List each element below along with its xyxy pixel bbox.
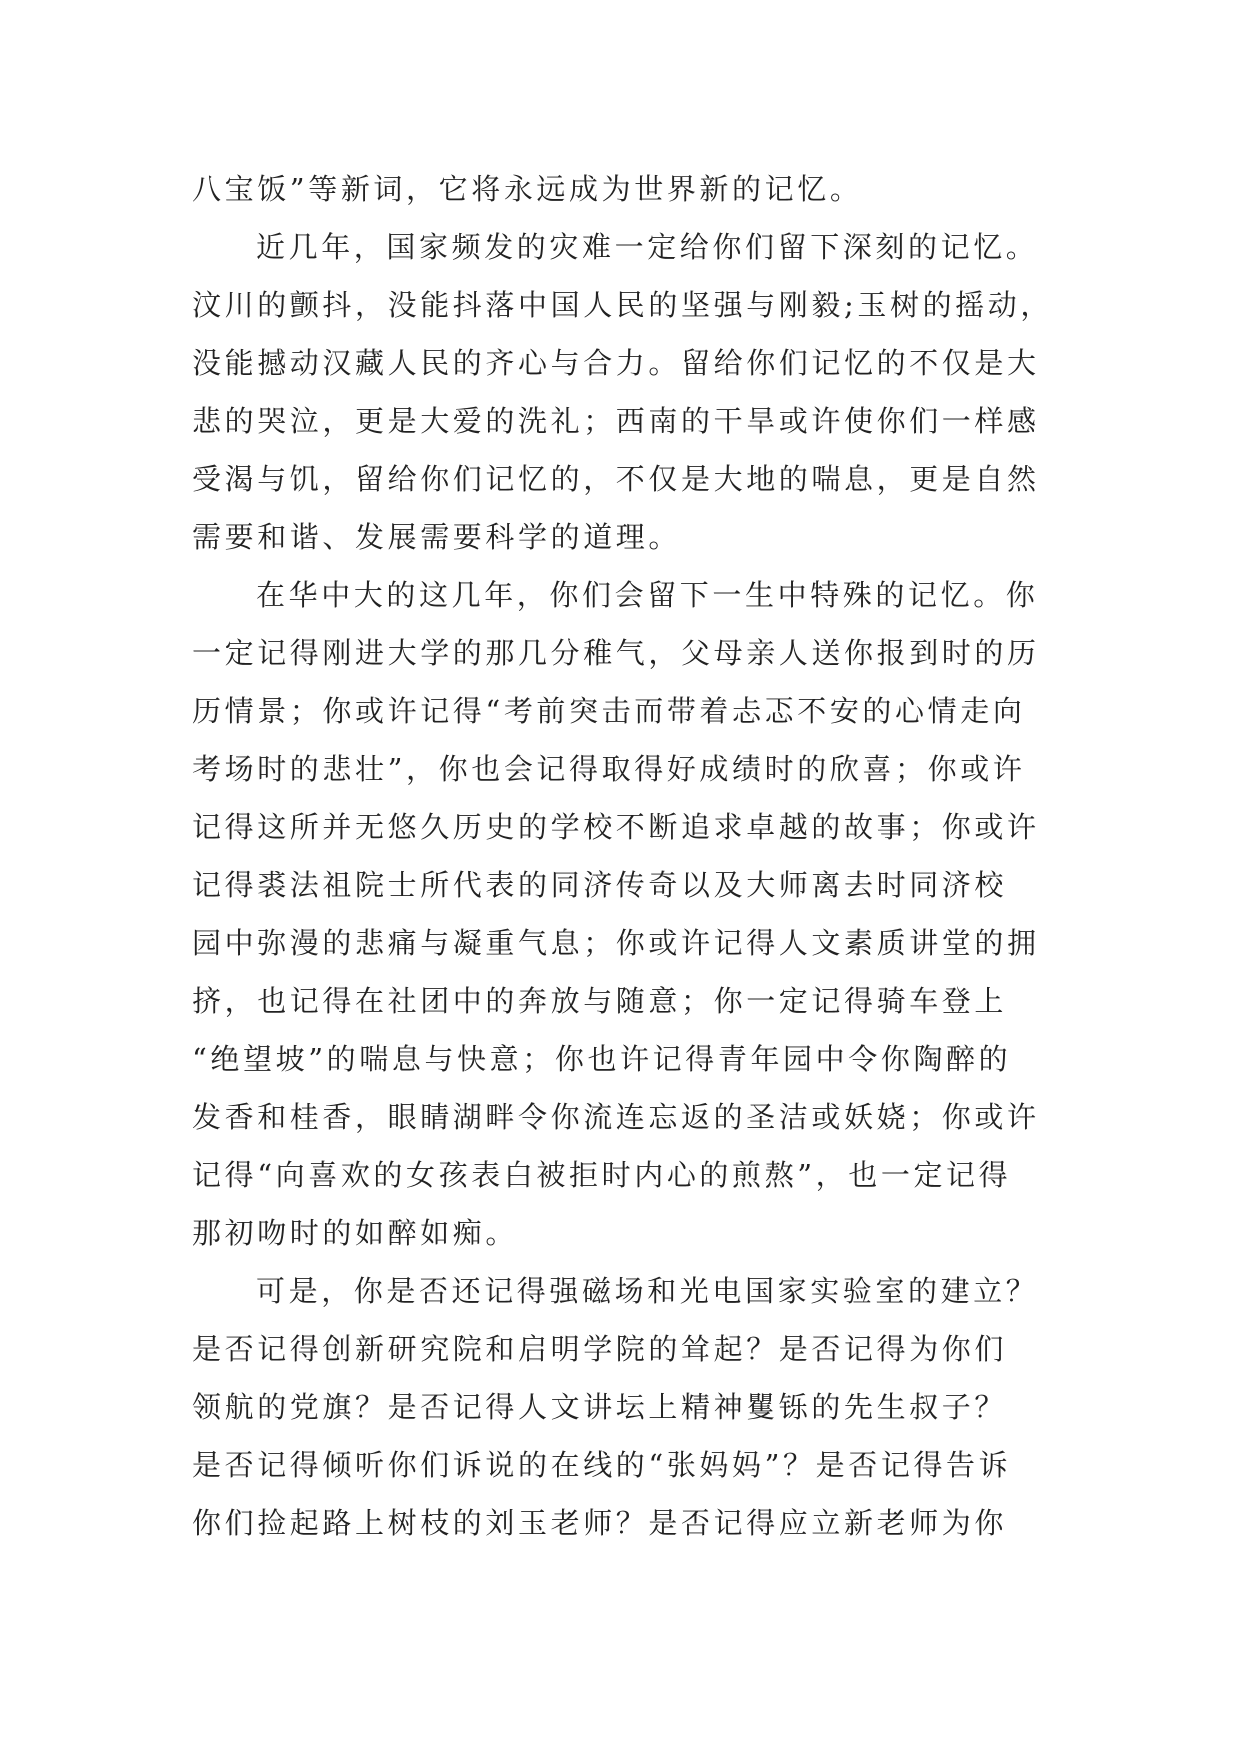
text-line: 领航的党旗？是否记得人文讲坛上精神矍铄的先生叔子？ — [192, 1390, 1008, 1424]
text-line: 历情景；你或许记得“考前突击而带着忐忑不安的心情走向 — [192, 694, 1026, 728]
text-line: 园中弥漫的悲痛与凝重气息；你或许记得人文素质讲堂的拥 — [192, 926, 1040, 960]
text-line: 可是，你是否还记得强磁场和光电国家实验室的建立？ — [256, 1274, 1039, 1308]
text-line: 那初吻时的如醉如痴。 — [192, 1216, 519, 1250]
text-line: 近几年，国家频发的灾难一定给你们留下深刻的记忆。 — [256, 230, 1039, 264]
text-line: 八宝饭”等新词，它将永远成为世界新的记忆。 — [192, 172, 863, 206]
text-line: 受渴与饥，留给你们记忆的，不仅是大地的喘息，更是自然 — [192, 462, 1040, 496]
document-body — [192, 160, 1072, 1552]
text-line: “绝望坡”的喘息与快意；你也许记得青年园中令你陶醉的 — [192, 1042, 1012, 1076]
text-line: 需要和谐、发展需要科学的道理。 — [192, 520, 682, 554]
text-line: 记得这所并无悠久历史的学校不断追求卓越的故事；你或许 — [192, 810, 1040, 844]
text-line: 记得“向喜欢的女孩表白被拒时内心的煎熬”，也一定记得 — [192, 1158, 1012, 1192]
text-line: 是否记得倾听你们诉说的在线的“张妈妈”？是否记得告诉 — [192, 1448, 1012, 1482]
text-line: 发香和桂香，眼睛湖畔令你流连忘返的圣洁或妖娆；你或许 — [192, 1100, 1040, 1134]
text-line: 你们捡起路上树枝的刘玉老师？是否记得应立新老师为你 — [192, 1506, 1008, 1540]
text-line: 一定记得刚进大学的那几分稚气，父母亲人送你报到时的历 — [192, 636, 1040, 670]
text-line: 考场时的悲壮”，你也会记得取得好成绩时的欣喜；你或许 — [192, 752, 1026, 786]
text-line: 是否记得创新研究院和启明学院的耸起？是否记得为你们 — [192, 1332, 1008, 1366]
text-line: 悲的哭泣，更是大爱的洗礼；西南的干旱或许使你们一样感 — [192, 404, 1040, 438]
text-line: 记得裘法祖院士所代表的同济传奇以及大师离去时同济校 — [192, 868, 1008, 902]
text-line: 汶川的颤抖，没能抖落中国人民的坚强与刚毅;玉树的摇动， — [192, 288, 1053, 322]
text-line: 在华中大的这几年，你们会留下一生中特殊的记忆。你 — [256, 578, 1039, 612]
text-line: 挤，也记得在社团中的奔放与随意；你一定记得骑车登上 — [192, 984, 1008, 1018]
text-line: 没能撼动汉藏人民的齐心与合力。留给你们记忆的不仅是大 — [192, 346, 1040, 380]
